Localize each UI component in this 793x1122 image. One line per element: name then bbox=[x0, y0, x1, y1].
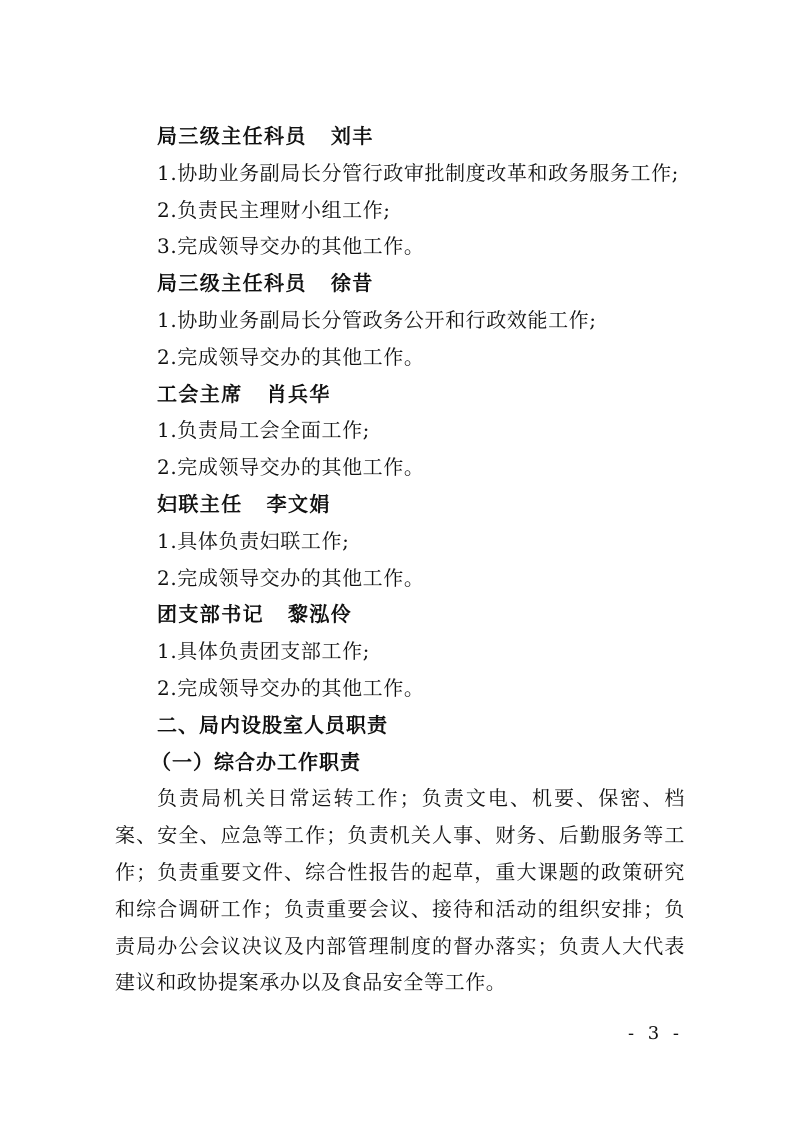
role-heading bbox=[115, 596, 685, 633]
page-number: - 3 - bbox=[627, 1023, 683, 1044]
role-heading bbox=[115, 118, 685, 155]
person-name: 徐昔 bbox=[330, 271, 374, 296]
role-title: 团支部书记 bbox=[157, 602, 264, 627]
duty-item: 1.负责局工会全面工作; bbox=[157, 418, 371, 443]
role-heading bbox=[115, 486, 685, 523]
person-name: 刘丰 bbox=[330, 124, 374, 148]
duty-item: 1.协助业务副局长分管行政审批制度改革和政务服务工作; bbox=[157, 160, 680, 185]
role-title: 工会主席 bbox=[157, 381, 243, 406]
role-title: 局三级主任科员 bbox=[157, 271, 307, 296]
person-name: 黎泓伶 bbox=[288, 602, 353, 627]
role-title: 局三级主任科员 bbox=[157, 124, 307, 148]
role-heading bbox=[115, 265, 685, 302]
person-name: 肖兵华 bbox=[266, 381, 331, 406]
duty-item: 1.具体负责团支部工作; bbox=[157, 639, 371, 664]
duty-item: 2.完成领导交办的其他工作。 bbox=[157, 675, 425, 700]
part-two-heading: 二、局内设股室人员职责 bbox=[157, 712, 388, 737]
person-name: 李文娟 bbox=[266, 491, 331, 516]
duty-item: 2.负责民主理财小组工作; bbox=[157, 197, 391, 222]
role-heading bbox=[115, 376, 685, 413]
duty-item: 1.协助业务副局长分管政务公开和行政效能工作; bbox=[157, 307, 597, 332]
page-content bbox=[115, 118, 685, 1001]
duty-item: 2.完成领导交办的其他工作。 bbox=[157, 565, 425, 590]
role-title: 妇联主任 bbox=[157, 491, 243, 516]
duty-item: 2.完成领导交办的其他工作。 bbox=[157, 344, 425, 369]
subsection-heading: （一）综合办工作职责 bbox=[151, 749, 361, 774]
duty-item: 1.具体负责妇联工作; bbox=[157, 528, 350, 553]
duty-paragraph: 负责局机关日常运转工作；负责文电、机要、保密、档案、安全、应急等工作；负责机关人事、财务、后勤服务等工作；负责重要文件、综合性报告的起草，重大课题的政策研究和综合调研工作；负责重要会议、接待和活动的组织安排；负责局办公会议决议及内部管理制度的督办落实；负责人大代表建议和政协提案承办以及食品安全等工作。 bbox=[115, 786, 685, 995]
duty-item: 2.完成领导交办的其他工作。 bbox=[157, 455, 425, 480]
duty-item: 3.完成领导交办的其他工作。 bbox=[157, 234, 425, 259]
